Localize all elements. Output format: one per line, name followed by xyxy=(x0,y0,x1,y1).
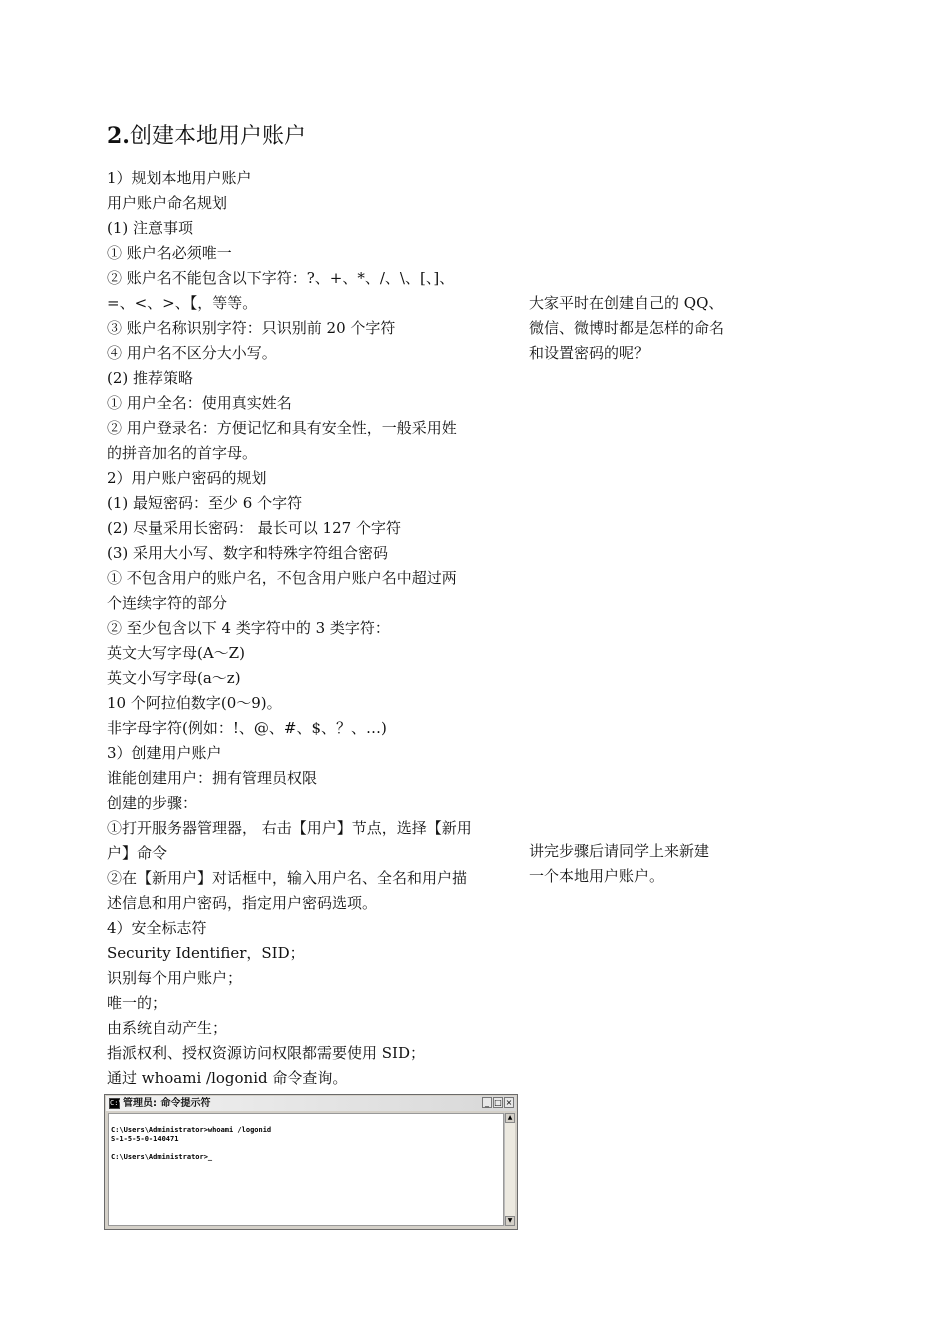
text-line: 1）规划本地用户账户 xyxy=(107,169,252,187)
side-note-discussion xyxy=(529,291,754,366)
console-line: S-1-5-5-0-140471 xyxy=(111,1135,179,1143)
text-line: 谁能创建用户：拥有管理员权限 xyxy=(107,769,318,787)
text-line: 的拼音加名的首字母。 xyxy=(107,444,258,462)
console-line: C:\Users\Administrator>whoami /logonid xyxy=(111,1126,272,1134)
text-line: ①打开服务器管理器， 右击【用户】节点，选择【新用 xyxy=(107,819,472,837)
text-line: 述信息和用户密码，指定用户密码选项。 xyxy=(107,894,378,912)
text-line: ① 不包含用户的账户名，不包含用户账户名中超过两 xyxy=(107,569,457,587)
console-line xyxy=(111,1144,503,1153)
text-line: 英文小写字母(a～z) xyxy=(107,669,241,687)
text-line: 用户账户命名规划 xyxy=(107,194,228,212)
text-line: ④ 用户名不区分大小写。 xyxy=(107,344,277,362)
text-line: ② 至少包含以下 4 类字符中的 3 类字符： xyxy=(107,619,390,637)
window-controls xyxy=(482,1097,514,1108)
text-line: ②在【新用户】对话框中，输入用户名、全名和用户描 xyxy=(107,869,468,887)
scroll-down-arrow-icon[interactable]: ▼ xyxy=(505,1216,515,1226)
section-heading xyxy=(107,120,306,153)
text-line: (1) 最短密码：至少 6 个字符 xyxy=(107,494,303,512)
scroll-up-arrow-icon[interactable]: ▲ xyxy=(505,1113,515,1123)
maximize-button[interactable]: □ xyxy=(494,1098,502,1107)
text-line: 3）创建用户账户 xyxy=(107,744,222,762)
text-line: 10 个阿拉伯数字(0～9)。 xyxy=(107,694,282,712)
command-prompt-window xyxy=(104,1094,518,1230)
text-line: ② 账户名不能包含以下字符：?、+、*、/、\、[、]、 xyxy=(107,269,455,287)
cmd-title-bar[interactable] xyxy=(106,1096,516,1111)
text-line: =、<、>、【，等等。 xyxy=(107,294,258,312)
text-line: 个连续字符的部分 xyxy=(107,594,228,612)
side-note-practice xyxy=(529,839,754,889)
side-note-line: 和设置密码的呢？ xyxy=(529,344,650,362)
cmd-scrollbar[interactable] xyxy=(504,1113,515,1226)
console-line: C:\Users\Administrator>_ xyxy=(111,1153,213,1161)
text-line: 2）用户账户密码的规划 xyxy=(107,469,267,487)
text-line: (2) 推荐策略 xyxy=(107,369,194,387)
text-line: 户】命令 xyxy=(107,844,168,862)
text-line: 由系统自动产生； xyxy=(107,1019,228,1037)
minimize-button[interactable]: _ xyxy=(482,1097,492,1108)
text-line: Security Identifier，SID； xyxy=(107,944,305,962)
text-line: 英文大写字母(A～Z) xyxy=(107,644,245,662)
text-line: 4）安全标志符 xyxy=(107,919,207,937)
text-line: ③ 账户名称识别字符：只识别前 20 个字符 xyxy=(107,319,396,337)
side-note-line: 微信、微博时都是怎样的命名 xyxy=(529,319,725,337)
cmd-app-icon: C:\ xyxy=(110,1099,123,1107)
text-line: ① 账户名必须唯一 xyxy=(107,244,232,262)
text-line: 识别每个用户账户； xyxy=(107,969,243,987)
heading-text: 创建本地用户账户 xyxy=(129,124,306,149)
heading-number: 2. xyxy=(107,123,130,149)
side-note-line: 讲完步骤后请同学上来新建 xyxy=(529,842,710,860)
cmd-window-title: 管理员: 命令提示符 xyxy=(123,1098,211,1109)
main-content xyxy=(107,166,517,1091)
cmd-console-output[interactable] xyxy=(108,1113,504,1226)
text-line: (1) 注意事项 xyxy=(107,219,194,237)
text-line: 创建的步骤： xyxy=(107,794,198,812)
text-line: 唯一的； xyxy=(107,994,168,1012)
text-line: (2) 尽量采用长密码： 最长可以 127 个字符 xyxy=(107,519,401,537)
side-note-line: 一个本地用户账户。 xyxy=(529,867,665,885)
text-line: ② 用户登录名：方便记忆和具有安全性，一般采用姓 xyxy=(107,419,457,437)
text-line: (3) 采用大小写、数字和特殊字符组合密码 xyxy=(107,544,389,562)
text-line: 指派权利、授权资源访问权限都需要使用 SID； xyxy=(107,1044,425,1062)
text-line: 通过 whoami /logonid 命令查询。 xyxy=(107,1069,348,1087)
text-line: 非字母字符(例如：!、@、#、$、？、…) xyxy=(107,719,387,737)
close-button[interactable]: × xyxy=(505,1098,513,1107)
side-note-line: 大家平时在创建自己的 QQ、 xyxy=(529,294,724,312)
text-line: ① 用户全名：使用真实姓名 xyxy=(107,394,292,412)
